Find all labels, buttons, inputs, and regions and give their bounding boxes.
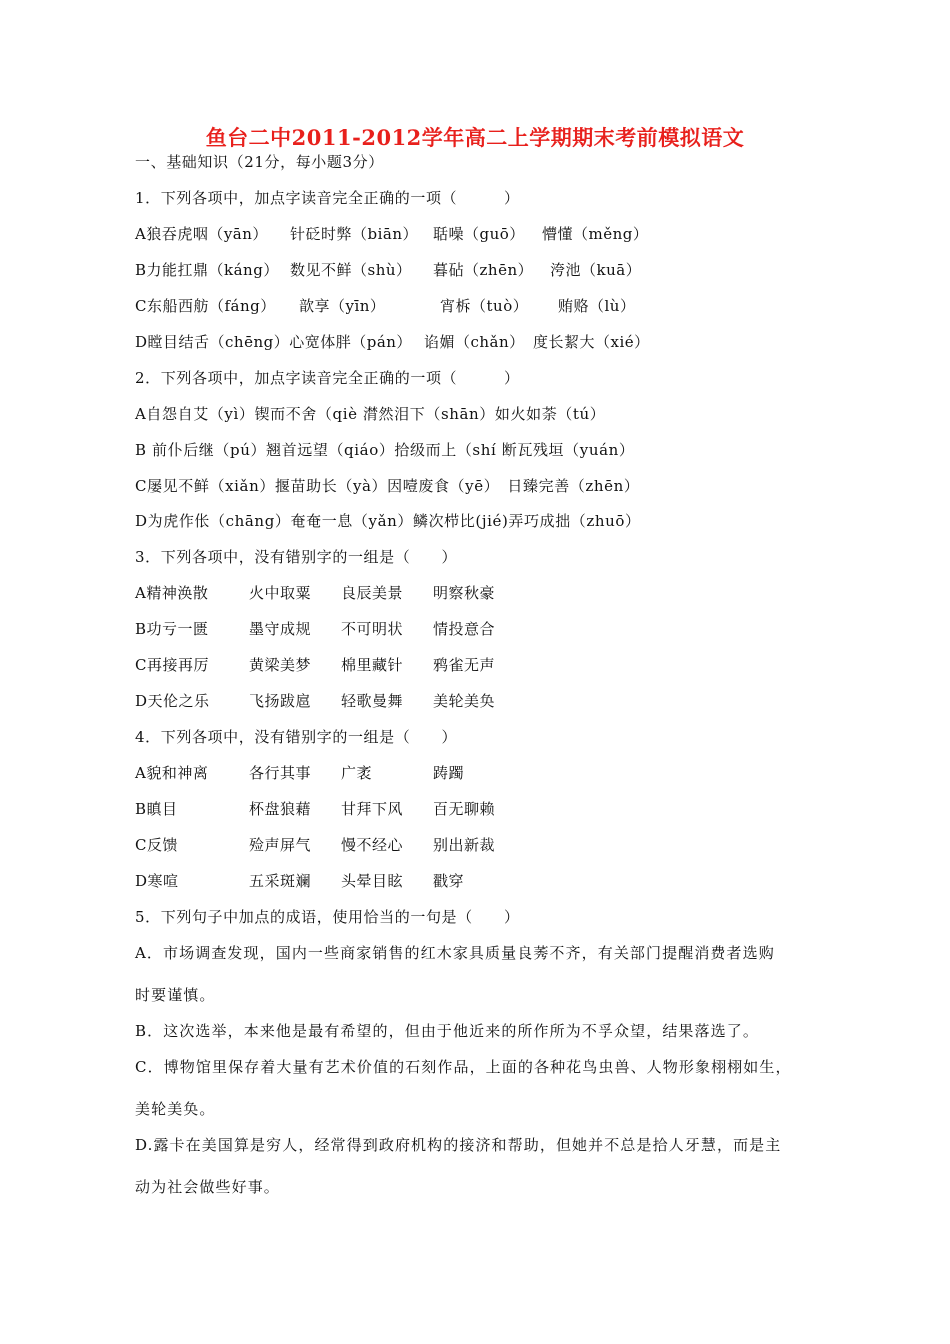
q1-option-c-item: 宵柝（tuò） <box>440 297 529 315</box>
q4-option-item: 别出新裁 <box>433 836 496 854</box>
q4-option-item: 踌躅 <box>433 764 465 782</box>
q3-option-item: 不可明状 <box>341 620 404 638</box>
q1-option-a-item: 针砭时弊（biān） <box>290 225 419 243</box>
q1-option-b-item: 洿池（kuā） <box>550 261 642 279</box>
q1-option-b-item: 数见不鲜（shù） <box>290 261 412 279</box>
q4-option-item: C反馈 <box>135 836 178 854</box>
q5-option-c-line: C．博物馆里保存着大量有艺术价值的石刻作品，上面的各种花鸟虫兽、人物形象栩栩如生， <box>135 1058 792 1076</box>
q2-option-d: D为虎作伥（chāng）奄奄一息（yǎn）鳞次栉比(jié)弄巧成拙（zhuō） <box>135 512 641 530</box>
q1-stem: 1．下列各项中，加点字读音完全正确的一项（ ） <box>135 189 520 207</box>
q1-option-b-item: 暮砧（zhēn） <box>433 261 534 279</box>
q3-option-item: 美轮美奂 <box>433 692 496 710</box>
q5-option-d-line: D.露卡在美国算是穷人，经常得到政府机构的接济和帮助，但她并不总是拾人牙慧，而是主 <box>135 1136 782 1154</box>
q4-option-item: 广袤 <box>341 764 373 782</box>
q4-option-item: 慢不经心 <box>341 836 404 854</box>
q3-option-item: A精神涣散 <box>135 584 209 602</box>
q4-option-item: 甘拜下风 <box>341 800 404 818</box>
q1-option-a-item: 聒噪（guō） <box>433 225 525 243</box>
q3-option-item: 黄梁美梦 <box>249 656 312 674</box>
q4-option-item: 头晕目眩 <box>341 872 404 890</box>
q1-option-a-item: 懵懂（měng） <box>542 225 649 243</box>
q2-stem: 2．下列各项中，加点字读音完全正确的一项（ ） <box>135 369 520 387</box>
q2-option-c: C屡见不鲜（xiǎn）揠苗助长（yà）因噎废食（yē） 日臻完善（zhēn） <box>135 477 640 495</box>
q3-option-item: 飞扬跋扈 <box>249 692 312 710</box>
q3-option-item: 良辰美景 <box>341 584 404 602</box>
q3-option-item: 鸦雀无声 <box>433 656 496 674</box>
q3-option-item: 明察秋豪 <box>433 584 496 602</box>
q5-option-c-line: 美轮美奂。 <box>135 1100 216 1118</box>
q3-option-item: B功亏一匮 <box>135 620 209 638</box>
q4-option-item: 五采斑斓 <box>249 872 312 890</box>
q3-stem: 3．下列各项中，没有错别字的一组是（ ） <box>135 548 458 566</box>
q1-option-a-item: A狼吞虎咽（yān） <box>135 225 268 243</box>
q4-option-item: 各行其事 <box>249 764 312 782</box>
q5-option-d-line: 动为社会做些好事。 <box>135 1178 280 1196</box>
q4-option-item: B瞋目 <box>135 800 178 818</box>
q4-stem: 4．下列各项中，没有错别字的一组是（ ） <box>135 728 458 746</box>
q3-option-item: 轻歌曼舞 <box>341 692 404 710</box>
q2-option-b: B 前仆后继（pú）翘首远望（qiáo）拾级而上（shí 断瓦残垣（yuán） <box>135 441 635 459</box>
q1-option-d-item: 度长絜大（xié） <box>533 333 650 351</box>
page-title: 鱼台二中2011-2012学年高二上学期期末考前模拟语文 <box>205 125 745 150</box>
q1-option-c-item: C东船西舫（fáng） <box>135 297 276 315</box>
q4-option-item: 殓声屏气 <box>249 836 312 854</box>
q4-option-item: 戳穿 <box>433 872 465 890</box>
q2-option-a: A自怨自艾（yì）锲而不舍（qiè 潸然泪下（shān）如火如荼（tú） <box>135 405 606 423</box>
q5-option-a-line: A．市场调查发现，国内一些商家销售的红木家具质量良莠不齐，有关部门提醒消费者选购 <box>135 944 775 962</box>
q1-option-d-item: D瞠目结舌（chēng）心宽体胖（pán） <box>135 333 412 351</box>
q4-option-item: 杯盘狼藉 <box>249 800 312 818</box>
q5-stem: 5．下列句子中加点的成语，使用恰当的一句是（ ） <box>135 908 520 926</box>
q4-option-item: D寒喧 <box>135 872 179 890</box>
q3-option-item: 墨守成规 <box>249 620 312 638</box>
q3-option-item: 情投意合 <box>433 620 496 638</box>
q3-option-item: 棉里藏针 <box>341 656 404 674</box>
q3-option-item: 火中取粟 <box>249 584 312 602</box>
q1-option-d-item: 谄媚（chǎn） <box>424 333 525 351</box>
q4-option-item: A貌和神离 <box>135 764 209 782</box>
q1-option-c-item: 贿赂（lù） <box>558 297 636 315</box>
q5-option-b-line: B．这次选举，本来他是最有希望的，但由于他近来的所作所为不孚众望，结果落选了。 <box>135 1022 759 1040</box>
q3-option-item: C再接再厉 <box>135 656 209 674</box>
q3-option-item: D天伦之乐 <box>135 692 210 710</box>
q4-option-item: 百无聊赖 <box>433 800 496 818</box>
section-heading: 一、基础知识（21分，每小题3分） <box>135 153 384 171</box>
q1-option-c-item: 歆享（yīn） <box>299 297 386 315</box>
q5-option-a-line: 时要谨慎。 <box>135 986 216 1004</box>
q1-option-b-item: B力能扛鼎（káng） <box>135 261 279 279</box>
